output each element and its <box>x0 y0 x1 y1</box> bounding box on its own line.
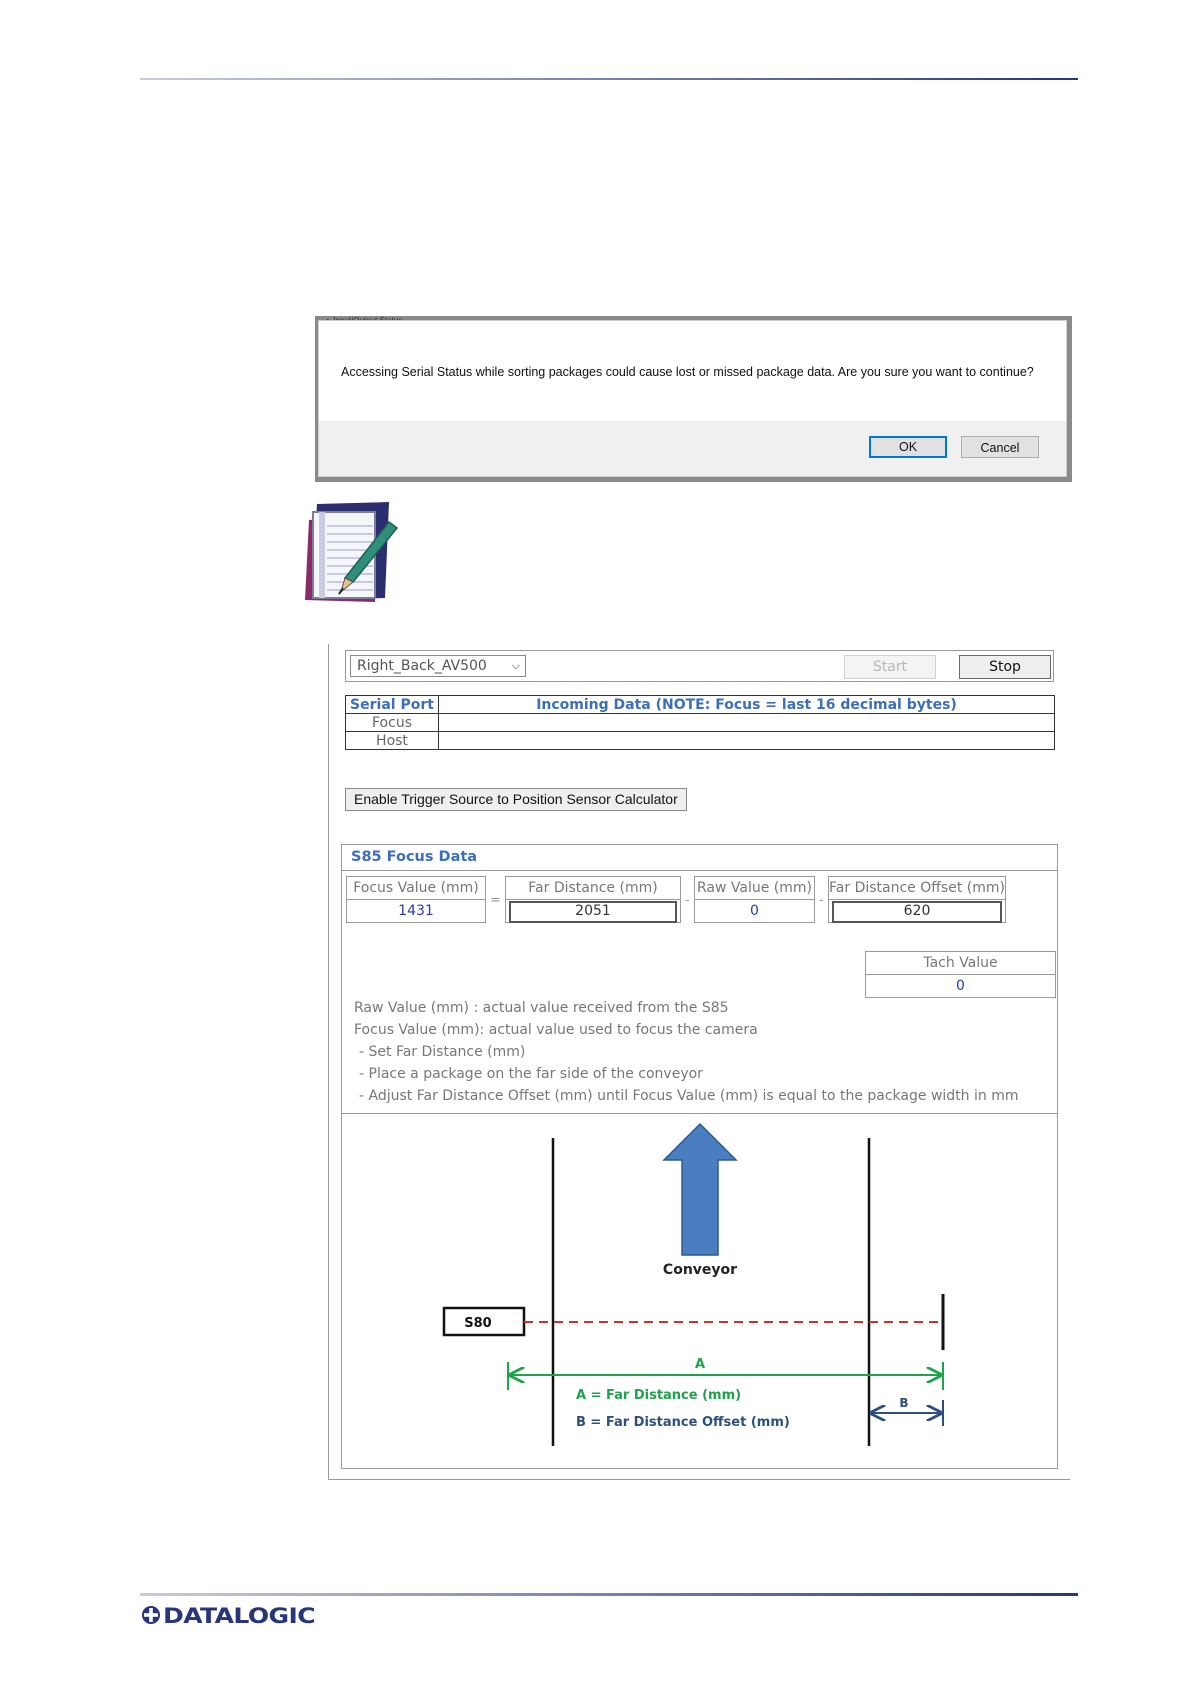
chevron-down-icon: ⌵ <box>511 659 520 672</box>
device-select[interactable] <box>350 655 526 677</box>
header-rule <box>140 78 1078 80</box>
far-distance-input[interactable]: 2051 <box>509 901 677 923</box>
dimension-a-label: A <box>694 1357 706 1372</box>
row-label-focus: Focus <box>346 714 439 732</box>
serial-status-panel <box>328 644 1070 1480</box>
raw-value: 0 <box>750 903 759 919</box>
help-line: - Set Far Distance (mm) <box>359 1044 526 1060</box>
logo-wordmark: DATALOGIC <box>163 1604 316 1627</box>
focus-incoming-data <box>439 714 1055 732</box>
help-line: - Adjust Far Distance Offset (mm) until Focus Value (mm) is equal to the package width in mm <box>359 1088 1019 1104</box>
tach-value: 0 <box>956 978 965 994</box>
far-offset-cell <box>828 876 1006 923</box>
cancel-button[interactable]: Cancel <box>961 436 1039 458</box>
conveyor-direction-arrow <box>664 1124 736 1255</box>
minus-sign: - <box>685 893 690 908</box>
footer-rule <box>140 1593 1078 1596</box>
help-line: - Place a package on the far side of the conveyor <box>359 1066 703 1082</box>
far-distance-cell <box>505 876 681 923</box>
confirm-dialog <box>318 320 1067 477</box>
far-offset-input[interactable]: 620 <box>832 901 1002 923</box>
conveyor-diagram <box>342 1114 1057 1468</box>
datalogic-logo <box>141 1603 317 1627</box>
device-select-value: Right_Back_AV500 <box>357 658 487 674</box>
table-header-row <box>346 696 1055 714</box>
dialog-message: Accessing Serial Status while sorting packages could cause lost or missed package data. Are you sure you want to continue? <box>341 365 1034 379</box>
dimension-b-label: B <box>899 1396 909 1410</box>
focus-value-label: Focus Value (mm) <box>347 877 485 900</box>
b-legend: B = Far Distance Offset (mm) <box>576 1415 790 1430</box>
minus-sign: - <box>819 893 824 908</box>
far-offset-label: Far Distance Offset (mm) <box>829 877 1005 900</box>
far-distance-label: Far Distance (mm) <box>506 877 680 900</box>
sensor-label: S80 <box>464 1316 492 1331</box>
dialog-message-area <box>319 321 1066 421</box>
equals-sign: = <box>490 893 501 908</box>
help-line: Focus Value (mm): actual value used to focus the camera <box>354 1022 758 1038</box>
column-header-serial-port: Serial Port <box>346 696 439 714</box>
focus-value-cell <box>346 876 486 923</box>
ok-button[interactable]: OK <box>869 436 947 458</box>
focus-data-box <box>341 844 1058 1469</box>
host-incoming-data <box>439 732 1055 750</box>
raw-value-label: Raw Value (mm) <box>695 877 814 900</box>
focus-value: 1431 <box>398 903 434 919</box>
stop-button[interactable]: Stop <box>959 655 1051 679</box>
table-row <box>346 714 1055 732</box>
serial-port-table <box>345 695 1055 750</box>
dialog-screenshot <box>315 316 1072 482</box>
serial-toolbar <box>345 650 1054 682</box>
start-button[interactable]: Start <box>844 655 936 679</box>
note-pad-icon <box>303 498 403 604</box>
help-text <box>354 997 1018 1107</box>
raw-value-cell <box>694 876 815 923</box>
table-row <box>346 732 1055 750</box>
tach-value-label: Tach Value <box>866 952 1055 975</box>
enable-trigger-source-button[interactable]: Enable Trigger Source to Position Sensor Calculator <box>345 788 687 811</box>
title-divider <box>342 870 1057 871</box>
column-header-incoming-data: Incoming Data (NOTE: Focus = last 16 decimal bytes) <box>439 696 1055 714</box>
tach-value-cell <box>865 951 1056 998</box>
row-label-host: Host <box>346 732 439 750</box>
focus-data-title: S85 Focus Data <box>351 849 478 865</box>
conveyor-label: Conveyor <box>662 1262 738 1278</box>
help-line: Raw Value (mm) : actual value received from the S85 <box>354 1000 729 1016</box>
a-legend: A = Far Distance (mm) <box>576 1388 742 1403</box>
